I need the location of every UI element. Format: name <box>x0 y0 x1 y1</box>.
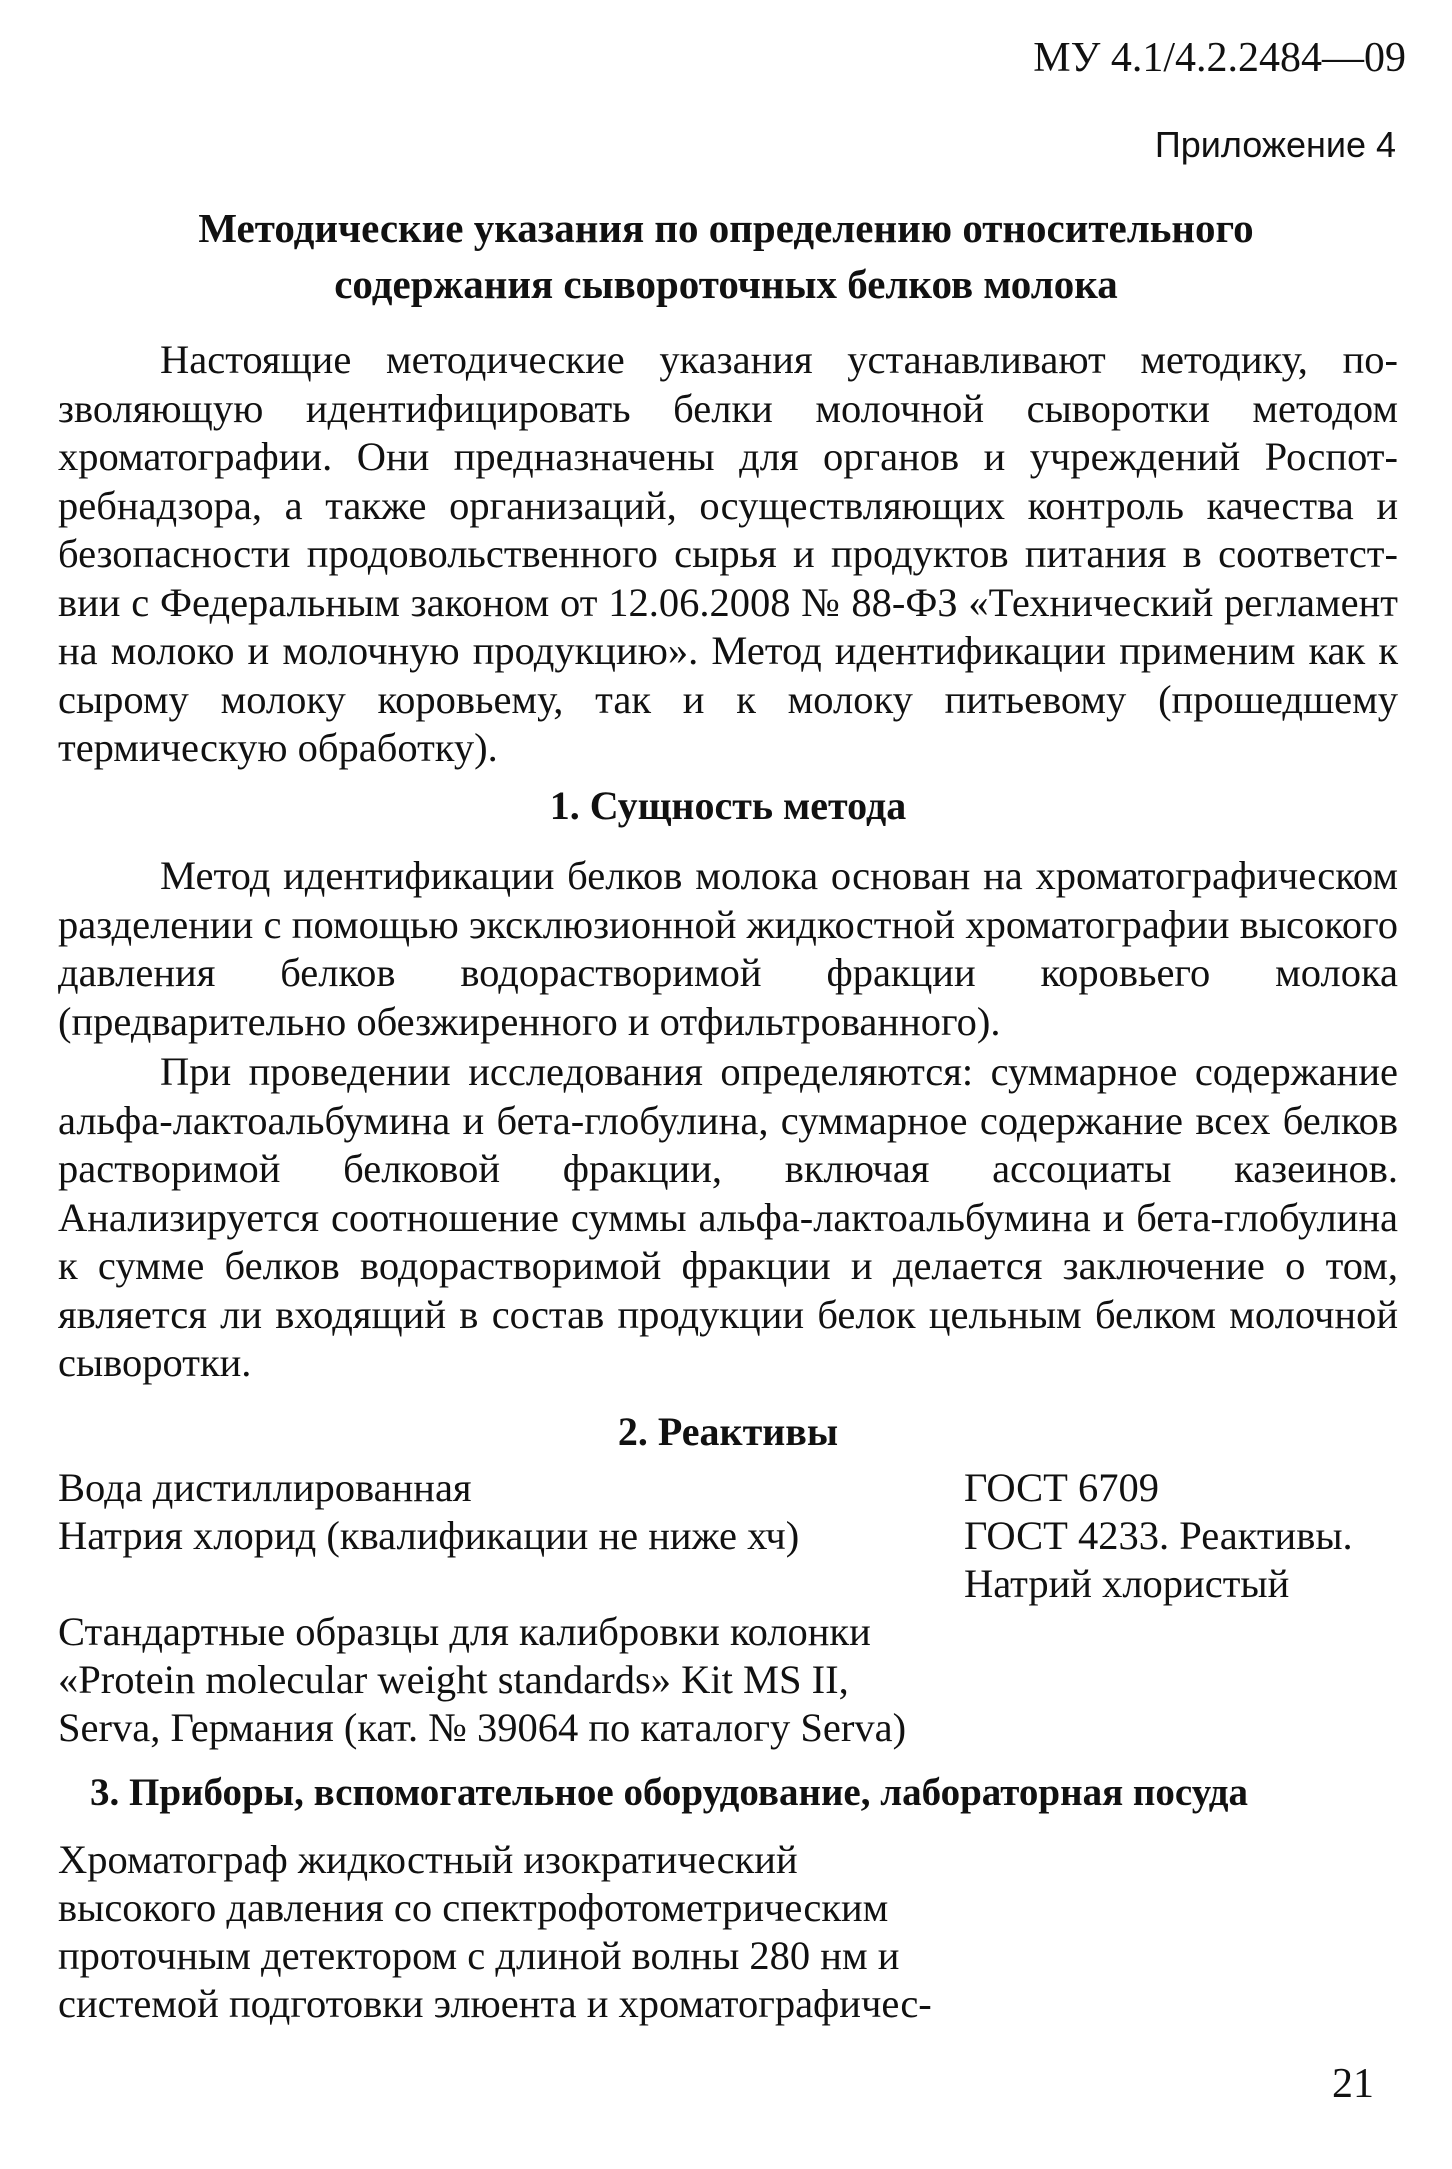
appendix-label: Приложение 4 <box>1154 124 1396 165</box>
title-line-1: Методические указания по определению относительного <box>198 205 1254 251</box>
calibration-standards-line: Стандартные образцы для калибровки колонки <box>58 1609 871 1654</box>
equipment-line: Хроматограф жидкостный изократический <box>58 1837 798 1882</box>
section-1-paragraph-2: При проведении исследования определяются: суммарное содержание альфа-лактоальбумина и бета-глобулина, суммарное содержание всех белков растворимой белковой фракции, включая ассоциаты казеинов. Анализируется соотношение суммы альфа-лактоальбумина и бета-глобулина к сумме белков водорастворимой фракции и делается заключение о том, является ли входящий в состав продукции белок цельным белком молочной сыворотки. <box>58 1049 1398 1385</box>
section-1-heading: 1. Сущность метода <box>549 783 907 828</box>
intro-paragraph: Настоящие методические указания устанавливают методику, позволяющую идентифицировать белки молочной сыворотки методом хроматографии. Они предназначены для органов и учреждений Роспотребнадзора, а также организаций, осуществляющих контроль качества и безопасности продовольственного сырья и продуктов питания в соответствии с Федеральным законом от 12.06.2008 № 88-ФЗ «Технический регламент на молоко и молочную продукцию». Метод идентификации применим как к сырому молоку коровьему, так и к молоку питьевому (прошедшему термическую обработку). <box>58 337 1398 770</box>
document-title <box>80 200 1372 312</box>
equipment-line: проточным детектором с длиной волны 280 нм и <box>58 1933 900 1978</box>
page-number: 21 <box>1332 2061 1374 2107</box>
calibration-standards-line: Serva, Германия (кат. № 39064 по каталогу Serva) <box>58 1705 907 1750</box>
calibration-standards-line: «Protein molecular weight standards» Kit MS II, <box>58 1657 849 1702</box>
section-1-body <box>58 852 1398 1046</box>
section-3-heading: 3. Приборы, вспомогательное оборудование, лабораторная посуда <box>90 1771 1248 1814</box>
reagent-standard-ref: ГОСТ 4233. Реактивы. <box>964 1513 1353 1558</box>
title-line-2: содержания сывороточных белков молока <box>334 261 1118 307</box>
intro-paragraph-block <box>58 336 1398 773</box>
reagent-standard-ref-continued: Натрий хлористый <box>964 1561 1290 1606</box>
section-1-paragraph-1: Метод идентификации белков молока основан на хроматографическом разделении с помощью эксклюзионной жидкостной хроматографии высокого давления белков водорастворимой фракции коровьего молока (предварительно обезжиренного и отфильтрованного). <box>58 853 1398 1044</box>
reagent-name: Вода дистиллированная <box>58 1465 472 1510</box>
reagent-standard-ref: ГОСТ 6709 <box>964 1465 1160 1510</box>
reagent-name: Натрия хлорид (квалификации не ниже хч) <box>58 1513 800 1558</box>
section-1-body-2 <box>58 1048 1398 1388</box>
section-2-heading: 2. Реактивы <box>617 1409 839 1454</box>
equipment-line: высокого давления со спектрофотометрическим <box>58 1885 889 1930</box>
equipment-line: системой подготовки элюента и хроматографичес- <box>58 1981 932 2026</box>
document-code: МУ 4.1/4.2.2484—09 <box>1033 35 1406 81</box>
